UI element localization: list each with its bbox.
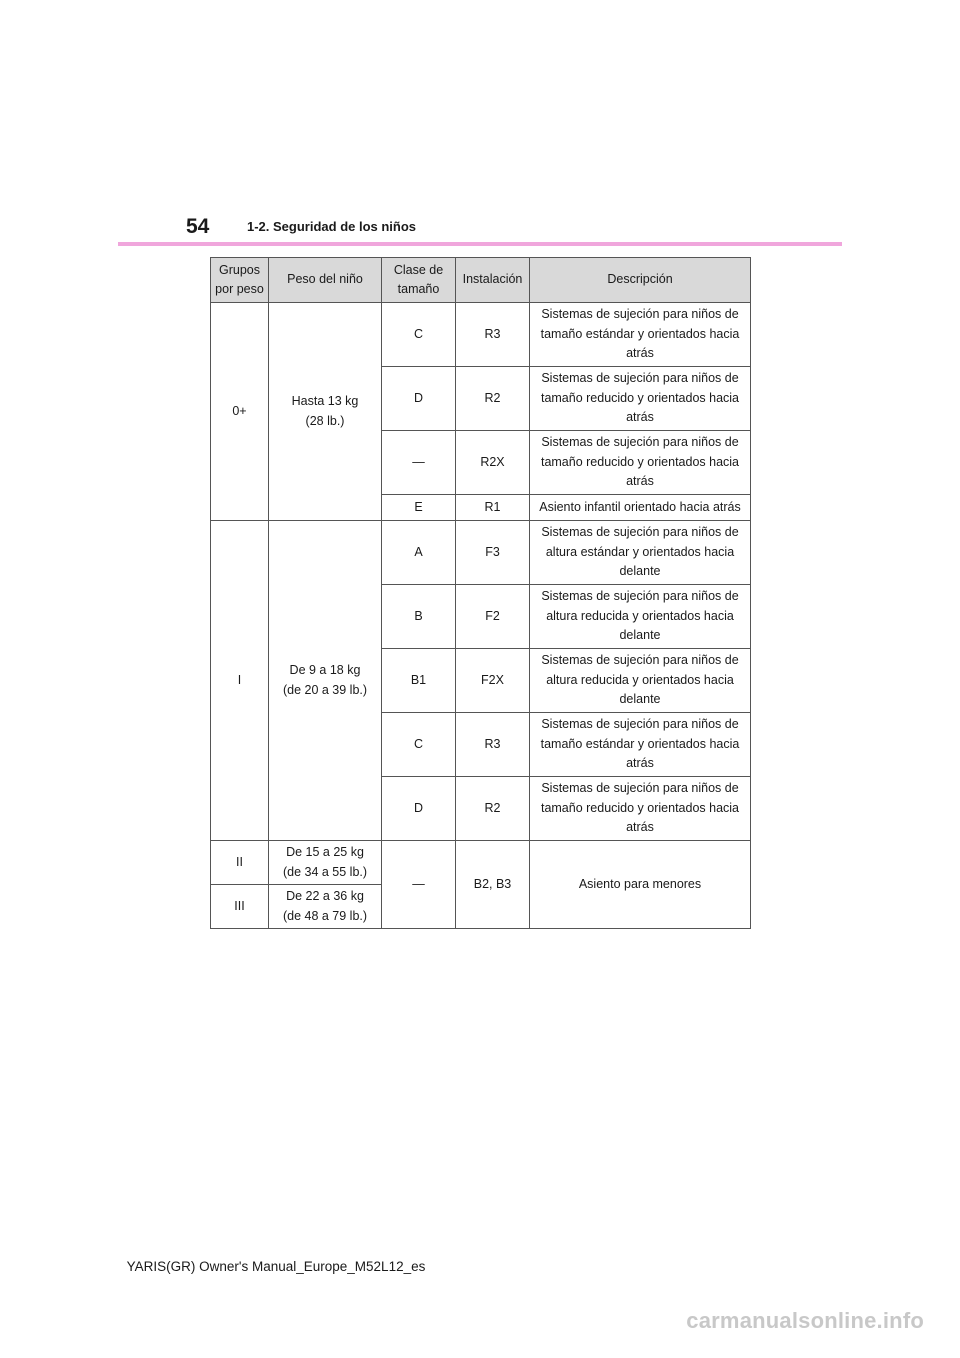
table-header-row [211,258,751,303]
section-title: 1-2. Seguridad de los niños [247,219,417,234]
table-row [211,841,751,885]
description-cell: Asiento para menores [530,841,751,929]
installation-cell: R2 [456,777,530,841]
installation-cell: F3 [456,521,530,585]
child-weight-cell: De 9 a 18 kg (de 20 a 39 lb.) [269,521,382,841]
size-class-cell: C [382,303,456,367]
description-cell: Sistemas de sujeción para niños de tamaño reducido y orientados hacia atrás [530,431,751,495]
child-weight-cell: Hasta 13 kg (28 lb.) [269,303,382,521]
size-class-cell: A [382,521,456,585]
description-cell: Sistemas de sujeción para niños de tamaño estándar y orientados hacia atrás [530,713,751,777]
footer-manual-name-text: YARIS(GR) Owner's Manual_Europe_M52L12_es [126,1259,426,1274]
description-cell: Sistemas de sujeción para niños de altura reducida y orientados hacia delante [530,585,751,649]
installation-cell: R1 [456,495,530,521]
column-header-child-weight: Peso del niño [269,258,382,303]
weight-group-cell: II [211,841,269,885]
footer-manual-name [0,1257,960,1277]
weight-group-cell: III [211,885,269,929]
size-class-cell: — [382,841,456,929]
installation-cell: R3 [456,713,530,777]
child-weight-cell: De 15 a 25 kg (de 34 a 55 lb.) [269,841,382,885]
page-number: 54 [186,215,210,238]
size-class-cell: — [382,431,456,495]
size-class-cell: B [382,585,456,649]
size-class-cell: B1 [382,649,456,713]
size-class-cell: D [382,367,456,431]
weight-group-cell: 0+ [211,303,269,521]
child-weight-cell: De 22 a 36 kg (de 48 a 79 lb.) [269,885,382,929]
installation-cell: F2X [456,649,530,713]
size-class-cell: E [382,495,456,521]
column-header-size-class: Clase de tamaño [382,258,456,303]
table-row [211,303,751,367]
description-cell: Asiento infantil orientado hacia atrás [530,495,751,521]
installation-cell: B2, B3 [456,841,530,929]
column-header-weight-group: Grupos por peso [211,258,269,303]
installation-cell: R3 [456,303,530,367]
size-class-cell: C [382,713,456,777]
installation-cell: R2X [456,431,530,495]
column-header-installation: Instalación [456,258,530,303]
description-cell: Sistemas de sujeción para niños de tamaño reducido y orientados hacia atrás [530,367,751,431]
installation-cell: R2 [456,367,530,431]
description-cell: Sistemas de sujeción para niños de altura reducida y orientados hacia delante [530,649,751,713]
description-cell: Sistemas de sujeción para niños de altura estándar y orientados hacia delante [530,521,751,585]
size-class-cell: D [382,777,456,841]
table-row [211,521,751,585]
column-header-description: Descripción [530,258,751,303]
installation-cell: F2 [456,585,530,649]
weight-group-cell: I [211,521,269,841]
description-cell: Sistemas de sujeción para niños de tamaño reducido y orientados hacia atrás [530,777,751,841]
header-rule [118,242,842,246]
watermark-text: carmanualsonline.info [686,1308,924,1333]
child-seat-size-table [210,257,751,929]
description-cell: Sistemas de sujeción para niños de tamaño estándar y orientados hacia atrás [530,303,751,367]
